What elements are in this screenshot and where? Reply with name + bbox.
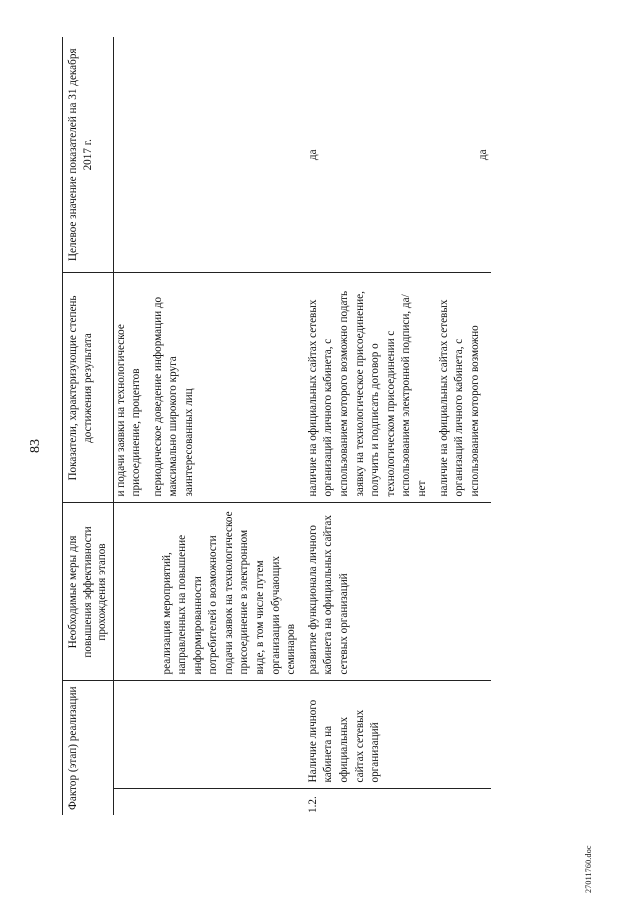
- target-a: да: [306, 149, 319, 161]
- table-header-row: [63, 37, 114, 815]
- header-factor: Фактор (этап) реализации: [63, 681, 114, 815]
- row-number: 1.2.: [306, 796, 319, 813]
- row-factor: Наличие личного кабинета на официальных сайтах сетевых организаций: [306, 681, 492, 789]
- measures-table: [62, 37, 491, 815]
- indicator-a: наличие на официальных сайтах сетевых организаций личного кабинета, с использованием которого возможно подать заявку на технологическое присоединение, получить и подписать договор о технологическом присоединении с использованием электронной подписи, да/нет: [306, 290, 428, 497]
- cell-number-empty: [113, 789, 306, 815]
- page-number: 83: [28, 439, 43, 453]
- target-b: да: [476, 149, 489, 161]
- indicator-text-2: периодическое доведение информации до максимально широкого круга заинтересованных лиц: [151, 296, 195, 497]
- row-measure: развитие функционала личного кабинета на официальных сайтах сетевых организаций: [306, 503, 492, 681]
- header-target: Целевое значение показателей на 31 декабря 2017 г.: [63, 37, 114, 273]
- header-indicators: Показатели, характеризующие степень достижения результата: [63, 273, 114, 503]
- table-row-1-2: [306, 37, 492, 815]
- table-row-continued: [113, 37, 306, 815]
- indicator-text-1: и подачи заявки на технологическое присоединение, процентов: [114, 324, 143, 497]
- row-targets: [306, 37, 492, 273]
- cell-factor-empty: [113, 681, 306, 789]
- cell-target-empty: [113, 37, 306, 273]
- indicator-b: наличие на официальных сайтах сетевых организаций личного кабинета, с использованием которого возможно: [437, 299, 481, 497]
- cell-indicators-continued: [113, 273, 306, 503]
- document-id: 27011760.doc: [584, 845, 593, 893]
- row-indicators: [306, 273, 492, 503]
- header-measures: Необходимые меры для повышения эффективности прохождения этапов: [63, 503, 114, 681]
- measure-text: реализация мероприятий, направленных на повышение информированности потребителей о возможности подачи заявок на технологическое присоединение в электронном виде, в том числе путем организации обучающих семинаров: [160, 511, 298, 675]
- cell-measure-continued: [113, 503, 306, 681]
